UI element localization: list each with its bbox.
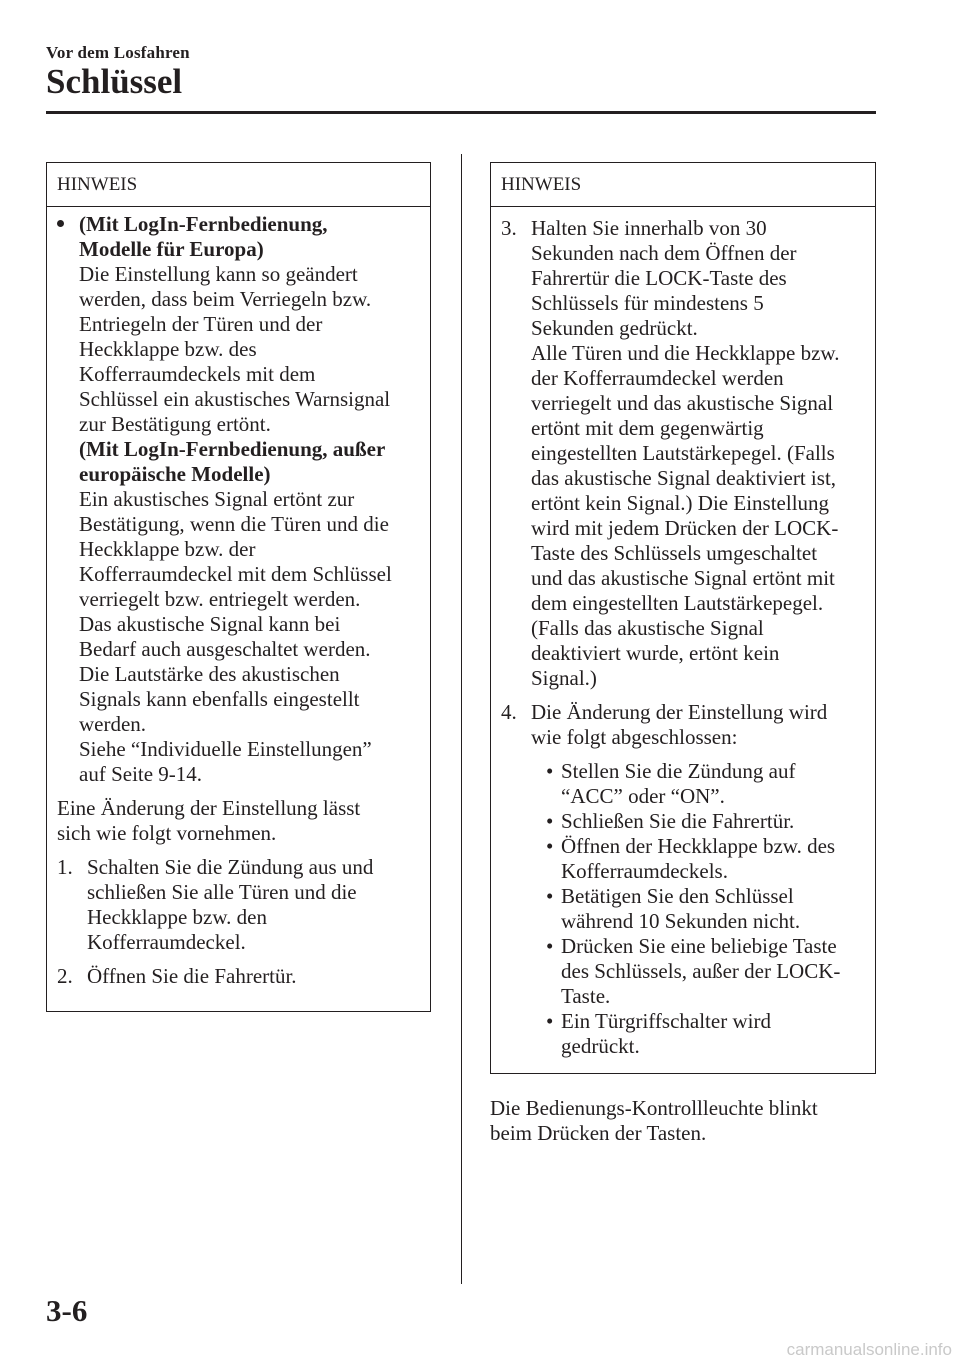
bullet-icon: • bbox=[546, 834, 554, 858]
bullet-icon: • bbox=[546, 809, 554, 833]
text-line: das akustische Signal deaktiviert ist, bbox=[531, 466, 837, 490]
step-number: 4. bbox=[501, 700, 517, 724]
page-number: 3-6 bbox=[46, 1293, 88, 1328]
text-line: Kofferraumdeckels. bbox=[561, 859, 728, 883]
list-item bbox=[531, 834, 875, 884]
list-item bbox=[531, 884, 875, 934]
text-line: eingestellten Lautstärkepegel. (Falls bbox=[531, 441, 835, 465]
text-line: Öffnen Sie die Fahrertür. bbox=[87, 964, 297, 988]
text-line: gedrückt. bbox=[561, 1034, 640, 1058]
text-line: Fahrertür die LOCK-Taste des bbox=[531, 266, 787, 290]
text-line: werden. bbox=[79, 712, 147, 736]
text-line: Ein Türgriffschalter wird bbox=[561, 1009, 771, 1033]
text-line: dem eingestellten Lautstärkepegel. bbox=[531, 591, 824, 615]
step-item bbox=[501, 700, 875, 1059]
list-item bbox=[531, 809, 875, 834]
text-line: wie folgt abgeschlossen: bbox=[531, 725, 738, 749]
text-line: deaktiviert wurde, ertönt kein bbox=[531, 641, 780, 665]
text-line: Heckklappe bzw. der bbox=[79, 537, 256, 561]
text-line: Öffnen der Heckklappe bzw. des bbox=[561, 834, 836, 858]
bullet-icon bbox=[57, 220, 64, 227]
text-line: Schalten Sie die Zündung aus und bbox=[87, 855, 374, 879]
text-line: auf Seite 9-14. bbox=[79, 762, 203, 786]
bullet-icon: • bbox=[546, 884, 554, 908]
list-item bbox=[531, 934, 875, 1009]
text-line: während 10 Sekunden nicht. bbox=[561, 909, 801, 933]
step-item bbox=[57, 964, 430, 989]
text-line: Das akustische Signal kann bei bbox=[79, 612, 341, 636]
text-line: Ein akustisches Signal ertönt zur bbox=[79, 487, 355, 511]
text-line: ertönt kein Signal.) Die Einstellung bbox=[531, 491, 830, 515]
text-line: Die Bedienungs-Kontrollleuchte blinkt bbox=[490, 1096, 818, 1120]
body-paragraph bbox=[490, 1096, 870, 1146]
text-line: “ACC” oder “ON”. bbox=[561, 784, 725, 808]
text-line: der Kofferraumdeckel werden bbox=[531, 366, 784, 390]
text-line: Kofferraumdeckels mit dem bbox=[79, 362, 316, 386]
list-item bbox=[531, 759, 875, 809]
text-line: Kofferraumdeckel. bbox=[87, 930, 246, 954]
text-line: (Falls das akustische Signal bbox=[531, 616, 764, 640]
text-line: Betätigen Sie den Schlüssel bbox=[561, 884, 794, 908]
text-line: Bedarf auch ausgeschaltet werden. bbox=[79, 637, 371, 661]
bullet-heading: (Mit LogIn-Fernbedienung, bbox=[79, 212, 328, 236]
watermark: carmanualsonline.info bbox=[786, 1340, 952, 1359]
text-line: beim Drücken der Tasten. bbox=[490, 1121, 707, 1145]
bullet-heading: (Mit LogIn-Fernbedienung, außer bbox=[79, 437, 386, 461]
text-line: werden, dass beim Verriegeln bzw. bbox=[79, 287, 372, 311]
text-line: Signals kann ebenfalls eingestellt bbox=[79, 687, 360, 711]
note-heading: HINWEIS bbox=[491, 163, 875, 207]
step-item bbox=[57, 855, 430, 955]
text-line: Stellen Sie die Zündung auf bbox=[561, 759, 796, 783]
bullet-heading: europäische Modelle) bbox=[79, 462, 271, 486]
text-line: Halten Sie innerhalb von 30 bbox=[531, 216, 767, 240]
note-bullet bbox=[57, 212, 430, 787]
note-box-left bbox=[46, 162, 431, 1012]
text-line: zur Bestätigung ertönt. bbox=[79, 412, 271, 436]
text-line: des Schlüssels, außer der LOCK- bbox=[561, 959, 841, 983]
step-number: 1. bbox=[57, 855, 73, 879]
text-line: und das akustische Signal ertönt mit bbox=[531, 566, 835, 590]
text-line: Die Einstellung kann so geändert bbox=[79, 262, 358, 286]
text-line: Heckklappe bzw. den bbox=[87, 905, 267, 929]
note-heading: HINWEIS bbox=[47, 163, 430, 207]
paragraph bbox=[57, 796, 430, 846]
text-line: Heckklappe bzw. des bbox=[79, 337, 257, 361]
text-line: Taste. bbox=[561, 984, 611, 1008]
list-item bbox=[531, 1009, 875, 1059]
text-line: Signal.) bbox=[531, 666, 597, 690]
text-line: schließen Sie alle Türen und die bbox=[87, 880, 357, 904]
text-line: Entriegeln der Türen und der bbox=[79, 312, 323, 336]
text-line: wird mit jedem Drücken der LOCK- bbox=[531, 516, 839, 540]
text-line: Die Änderung der Einstellung wird bbox=[531, 700, 828, 724]
sub-list bbox=[531, 759, 875, 1059]
page-title: Schlüssel bbox=[46, 62, 183, 101]
bullet-icon: • bbox=[546, 759, 554, 783]
bullet-icon: • bbox=[546, 934, 554, 958]
text-line: Die Lautstärke des akustischen bbox=[79, 662, 340, 686]
step-item bbox=[501, 216, 875, 691]
column-divider bbox=[461, 154, 462, 1284]
text-line: sich wie folgt vornehmen. bbox=[57, 821, 277, 845]
step-number: 3. bbox=[501, 216, 517, 240]
text-line: verriegelt bzw. entriegelt werden. bbox=[79, 587, 361, 611]
text-line: Schlüssel ein akustisches Warnsignal bbox=[79, 387, 391, 411]
note-box-right bbox=[490, 162, 876, 1074]
text-line: Sekunden nach dem Öffnen der bbox=[531, 241, 797, 265]
section-label: Vor dem Losfahren bbox=[46, 43, 190, 62]
text-line: verriegelt und das akustische Signal bbox=[531, 391, 834, 415]
text-line: Bestätigung, wenn die Türen und die bbox=[79, 512, 389, 536]
text-line: Alle Türen und die Heckklappe bzw. bbox=[531, 341, 840, 365]
title-rule bbox=[46, 111, 876, 114]
text-line: Schlüssels für mindestens 5 bbox=[531, 291, 764, 315]
text-line: Taste des Schlüssels umgeschaltet bbox=[531, 541, 818, 565]
bullet-heading: Modelle für Europa) bbox=[79, 237, 264, 261]
step-number: 2. bbox=[57, 964, 73, 988]
text-line: ertönt mit dem gegenwärtig bbox=[531, 416, 764, 440]
text-line: Kofferraumdeckel mit dem Schlüssel bbox=[79, 562, 392, 586]
text-line: Sekunden gedrückt. bbox=[531, 316, 698, 340]
text-line: Siehe “Individuelle Einstellungen” bbox=[79, 737, 372, 761]
text-line: Eine Änderung der Einstellung lässt bbox=[57, 796, 361, 820]
text-line: Schließen Sie die Fahrertür. bbox=[561, 809, 795, 833]
text-line: Drücken Sie eine beliebige Taste bbox=[561, 934, 837, 958]
bullet-icon: • bbox=[546, 1009, 554, 1033]
